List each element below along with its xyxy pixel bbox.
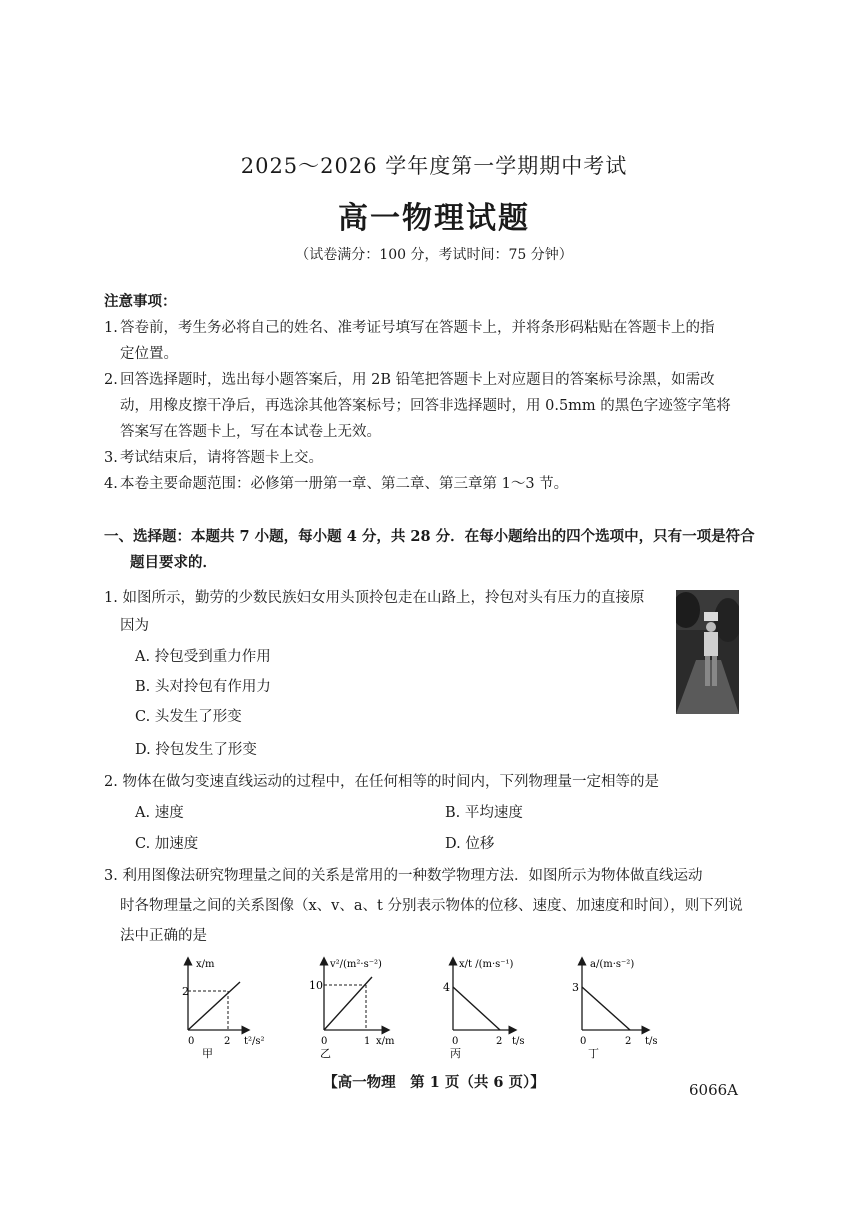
q1-option-b: B. 头对拎包有作用力 [135,679,271,695]
graph-jia-xlabel: t²/s² [244,1036,265,1047]
graph-bing-xtick: 2 [496,1036,503,1047]
graph-ding-xtick: 2 [625,1036,632,1047]
q1-stem-line-2: 因为 [120,618,149,634]
graph-bing-ylabel: x/t /(m·s⁻¹) [459,959,514,970]
q3-graphs [170,955,670,1063]
q2-option-a: A. 速度 [135,805,184,821]
q1-option-a: A. 拎包受到重力作用 [135,649,271,665]
section-1-heading: 一、选择题：本题共 7 小题，每小题 4 分，共 28 分．在每小题给出的四个选项中，只有一项是符合 [104,528,755,545]
graph-yi-xlabel: x/m [376,1036,395,1047]
graph-jia-ytick: 2 [182,985,189,998]
notice-3-line-1: 考试结束后，请将答题卡上交。 [120,450,323,466]
q2-stem: 2. 物体在做匀变速直线运动的过程中，在任何相等的时间内，下列物理量一定相等的是 [104,774,659,790]
q2-option-c: C. 加速度 [135,836,199,852]
q2-option-d: D. 位移 [445,836,495,852]
q1-stem-line-1: 1. 如图所示，勤劳的少数民族妇女用头顶拎包走在山路上，拎包对头有压力的直接原 [104,590,645,606]
q2-option-b: B. 平均速度 [445,805,523,821]
graph-yi-name: 乙 [320,1047,331,1060]
q3-stem-line-3: 法中正确的是 [120,928,207,944]
graph-bing [443,959,525,1060]
graph-yi-origin: 0 [321,1036,328,1047]
graph-jia-xtick: 2 [224,1036,231,1047]
q1-option-d: D. 拎包发生了形变 [135,742,257,758]
graph-yi-xtick: 1 [364,1036,371,1047]
graph-ding-xlabel: t/s [645,1036,658,1047]
graph-bing-name: 丙 [450,1047,461,1060]
graph-jia-ylabel: x/m [196,959,215,970]
exam-title: 2025～2026 学年度第一学期期中考试 [240,154,628,178]
section-1-heading-cont: 题目要求的． [130,554,217,571]
graph-yi-ylabel: v²/(m²·s⁻²) [330,959,382,970]
notice-2-line-1: 回答选择题时，选出每小题答案后，用 2B 铅笔把答题卡上对应题目的答案标号涂黑，如需改 [120,372,715,388]
graph-bing-origin: 0 [452,1036,459,1047]
graph-bing-ytick: 4 [443,981,450,994]
exam-note: （试卷满分：100 分，考试时间：75 分钟） [295,247,573,263]
notice-2-line-2: 动，用橡皮擦干净后，再选涂其他答案标号；回答非选择题时，用 0.5mm 的黑色字迹签字笔将 [120,398,731,414]
notice-2-line-3: 答案写在答题卡上，写在本试卷上无效。 [120,424,381,440]
graph-bing-xlabel: t/s [512,1036,525,1047]
notice-2-num: 2. [104,372,118,388]
graph-ding [572,959,658,1060]
q3-stem-line-2: 时各物理量之间的关系图像（x、v、a、t 分别表示物体的位移、速度、加速度和时间），则下列说 [120,898,743,914]
notice-4-line-1: 本卷主要命题范围：必修第一册第一章、第二章、第三章第 1～3 节。 [120,476,569,492]
page-footer: 【高一物理 第 1 页（共 6 页）】 [323,1074,545,1091]
graph-jia [182,959,265,1060]
graph-ding-name: 丁 [588,1047,599,1060]
graph-jia-name: 甲 [202,1047,213,1060]
notice-4-num: 4. [104,476,118,492]
paper-code: 6066A [689,1081,739,1099]
graph-ding-origin: 0 [580,1036,587,1047]
q3-stem-line-1: 3. 利用图像法研究物理量之间的关系是常用的一种数学物理方法．如图所示为物体做直线运动 [104,868,703,884]
q1-option-c: C. 头发生了形变 [135,709,242,725]
woman-carrying-bag-photo [676,590,739,714]
graph-jia-origin: 0 [188,1036,195,1047]
subject-title: 高一物理试题 [338,201,530,236]
graph-ding-ytick: 3 [572,981,579,994]
graph-yi [309,959,395,1060]
notice-1-line-1: 答卷前，考生务必将自己的姓名、准考证号填写在答题卡上，并将条形码粘贴在答题卡上的指 [120,320,715,336]
notice-1-num: 1. [104,320,118,336]
graph-ding-ylabel: a/(m·s⁻²) [590,959,635,970]
notice-1-line-2: 定位置。 [120,346,178,362]
notice-heading: 注意事项： [104,293,177,310]
graph-yi-ytick: 10 [309,979,323,992]
notice-3-num: 3. [104,450,118,466]
